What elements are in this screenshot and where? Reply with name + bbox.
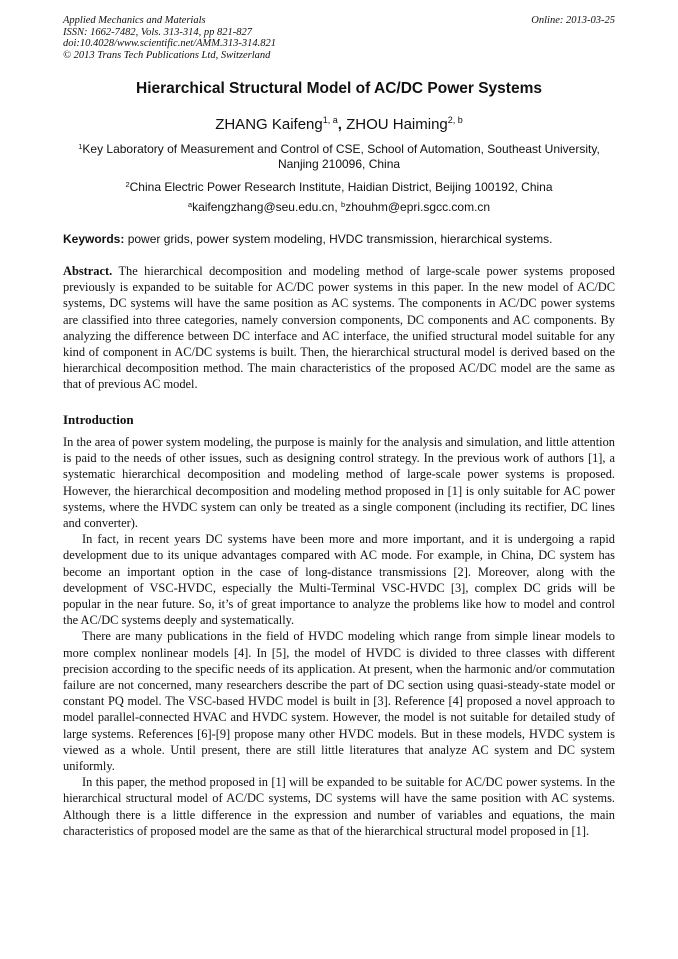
affiliation-marker: 1	[78, 142, 83, 151]
paragraph: In this paper, the method proposed in [1] will be expanded to be suitable for AC/DC power systems. In the hierarchical structural model of AC/DC systems, DC systems will have the same position with AC systems. Although there is a little difference in the expression and number of variables and equations, the main characteristics of proposed model are the same as that of the hierarchical structural model proposed in [1].	[63, 775, 615, 838]
paragraph: In fact, in recent years DC systems have been more and more important, and it is undergoing a rapid development due to its unique advantages compared with AC mode. For example, in China, DC system has become an important option in the case of long-distance transmissions [2]. Moreover, along with the development of VSC-HVDC, especially the Multi-Terminal VSC-HVDC [3], complex DC grids will be popular in the near future. So, it’s of great importance to analyze the problems like how to model and control the AC/DC systems deeply and systematically.	[63, 532, 615, 628]
affiliation-marker: 2	[125, 180, 130, 189]
paper-title: Hierarchical Structural Model of AC/DC Power Systems	[136, 80, 542, 97]
affiliation-text: Key Laboratory of Measurement and Control of CSE, School of Automation, Southeast University, Nanjing 210096, China	[82, 142, 600, 171]
author-line	[0, 115, 678, 133]
email-text: zhouhm@epri.sgcc.com.cn	[345, 200, 491, 214]
keywords-text: power grids, power system modeling, HVDC transmission, hierarchical systems.	[124, 232, 553, 246]
section-heading-introduction: Introduction	[63, 412, 134, 427]
email-marker: b	[341, 200, 346, 209]
introduction-body	[63, 434, 615, 839]
copyright-line: © 2013 Trans Tech Publications Ltd, Switzerland	[63, 49, 271, 61]
paragraph: There are many publications in the field of HVDC modeling which range from simple linear models to more complex nonlinear models [4]. In [5], the model of HVDC is divided to three classes with different precision according to the specific needs of its application. At present, when the harmonic and/or commutation failure are not concerned, many researchers describe the part of DC section using quasi-steady-state model or constant PQ model. The VSC-based HVDC model is built in [3]. Reference [4] proposed a novel approach to model parallel-connected HVAC and HVDC system. However, the model is not suitable for detailed study of large systems. References [6]-[9] propose many other HVDC models. But in these models, HVDC system is viewed as a whole. Until present, there are still little literatures that analyze AC system and DC system uniformly.	[63, 629, 615, 774]
email-line	[63, 197, 615, 215]
affiliation-2	[63, 177, 615, 195]
affiliation-1	[63, 139, 615, 172]
author-name: ZHANG Kaifeng	[215, 116, 323, 133]
journal-name: Applied Mechanics and Materials	[63, 15, 206, 26]
author-superscript: 2, b	[447, 115, 463, 125]
author-name: ZHOU Haiming	[346, 116, 448, 133]
journal-header	[63, 15, 276, 61]
doi-line: doi:10.4028/www.scientific.net/AMM.313-314.821	[63, 38, 276, 49]
keywords-label: Keywords:	[63, 232, 125, 246]
email-text: kaifengzhang@seu.edu.cn,	[192, 200, 342, 214]
keywords	[63, 232, 615, 246]
author-superscript: 1, a	[322, 115, 338, 125]
author-separator: ,	[337, 116, 342, 133]
affiliation-text: China Electric Power Research Institute, Haidian District, Beijing 100192, China	[129, 180, 553, 194]
abstract	[63, 263, 615, 393]
abstract-text: The hierarchical decomposition and modeling method of large-scale power systems proposed previously is expanded to be suitable for AC/DC power systems in this paper. In the new model of AC/DC systems, DC systems will have the same position as AC systems. The components in AC/DC power systems are classified into three categories, namely conversion components, DC components and AC components. By analyzing the difference between DC interface and AC interface, the unified structural model suitable for any kind of component in AC/DC systems is built. Then, the hierarchical structural model is derived based on the hierarchical decomposition method. The main characteristics of the proposed AC/DC model are the same as that of previous AC model.	[63, 264, 615, 392]
issn-line: ISSN: 1662-7482, Vols. 313-314, pp 821-827	[63, 26, 252, 38]
paragraph: In the area of power system modeling, the purpose is mainly for the analysis and simulation, and little attention is paid to the needs of other issues, such as designing control strategy. In the previous work of authors [1], a systematic hierarchical decomposition and modeling method of large-scale power systems is proposed. However, the hierarchical decomposition and modeling method proposed in [1] is only suitable for AC power systems, where the HVDC system can only be treated as a single component (including its rectifier, DC lines and converter).	[63, 435, 615, 531]
email-marker: a	[187, 200, 193, 209]
online-date: Online: 2013-03-25	[531, 15, 615, 26]
abstract-label: Abstract.	[63, 264, 113, 278]
